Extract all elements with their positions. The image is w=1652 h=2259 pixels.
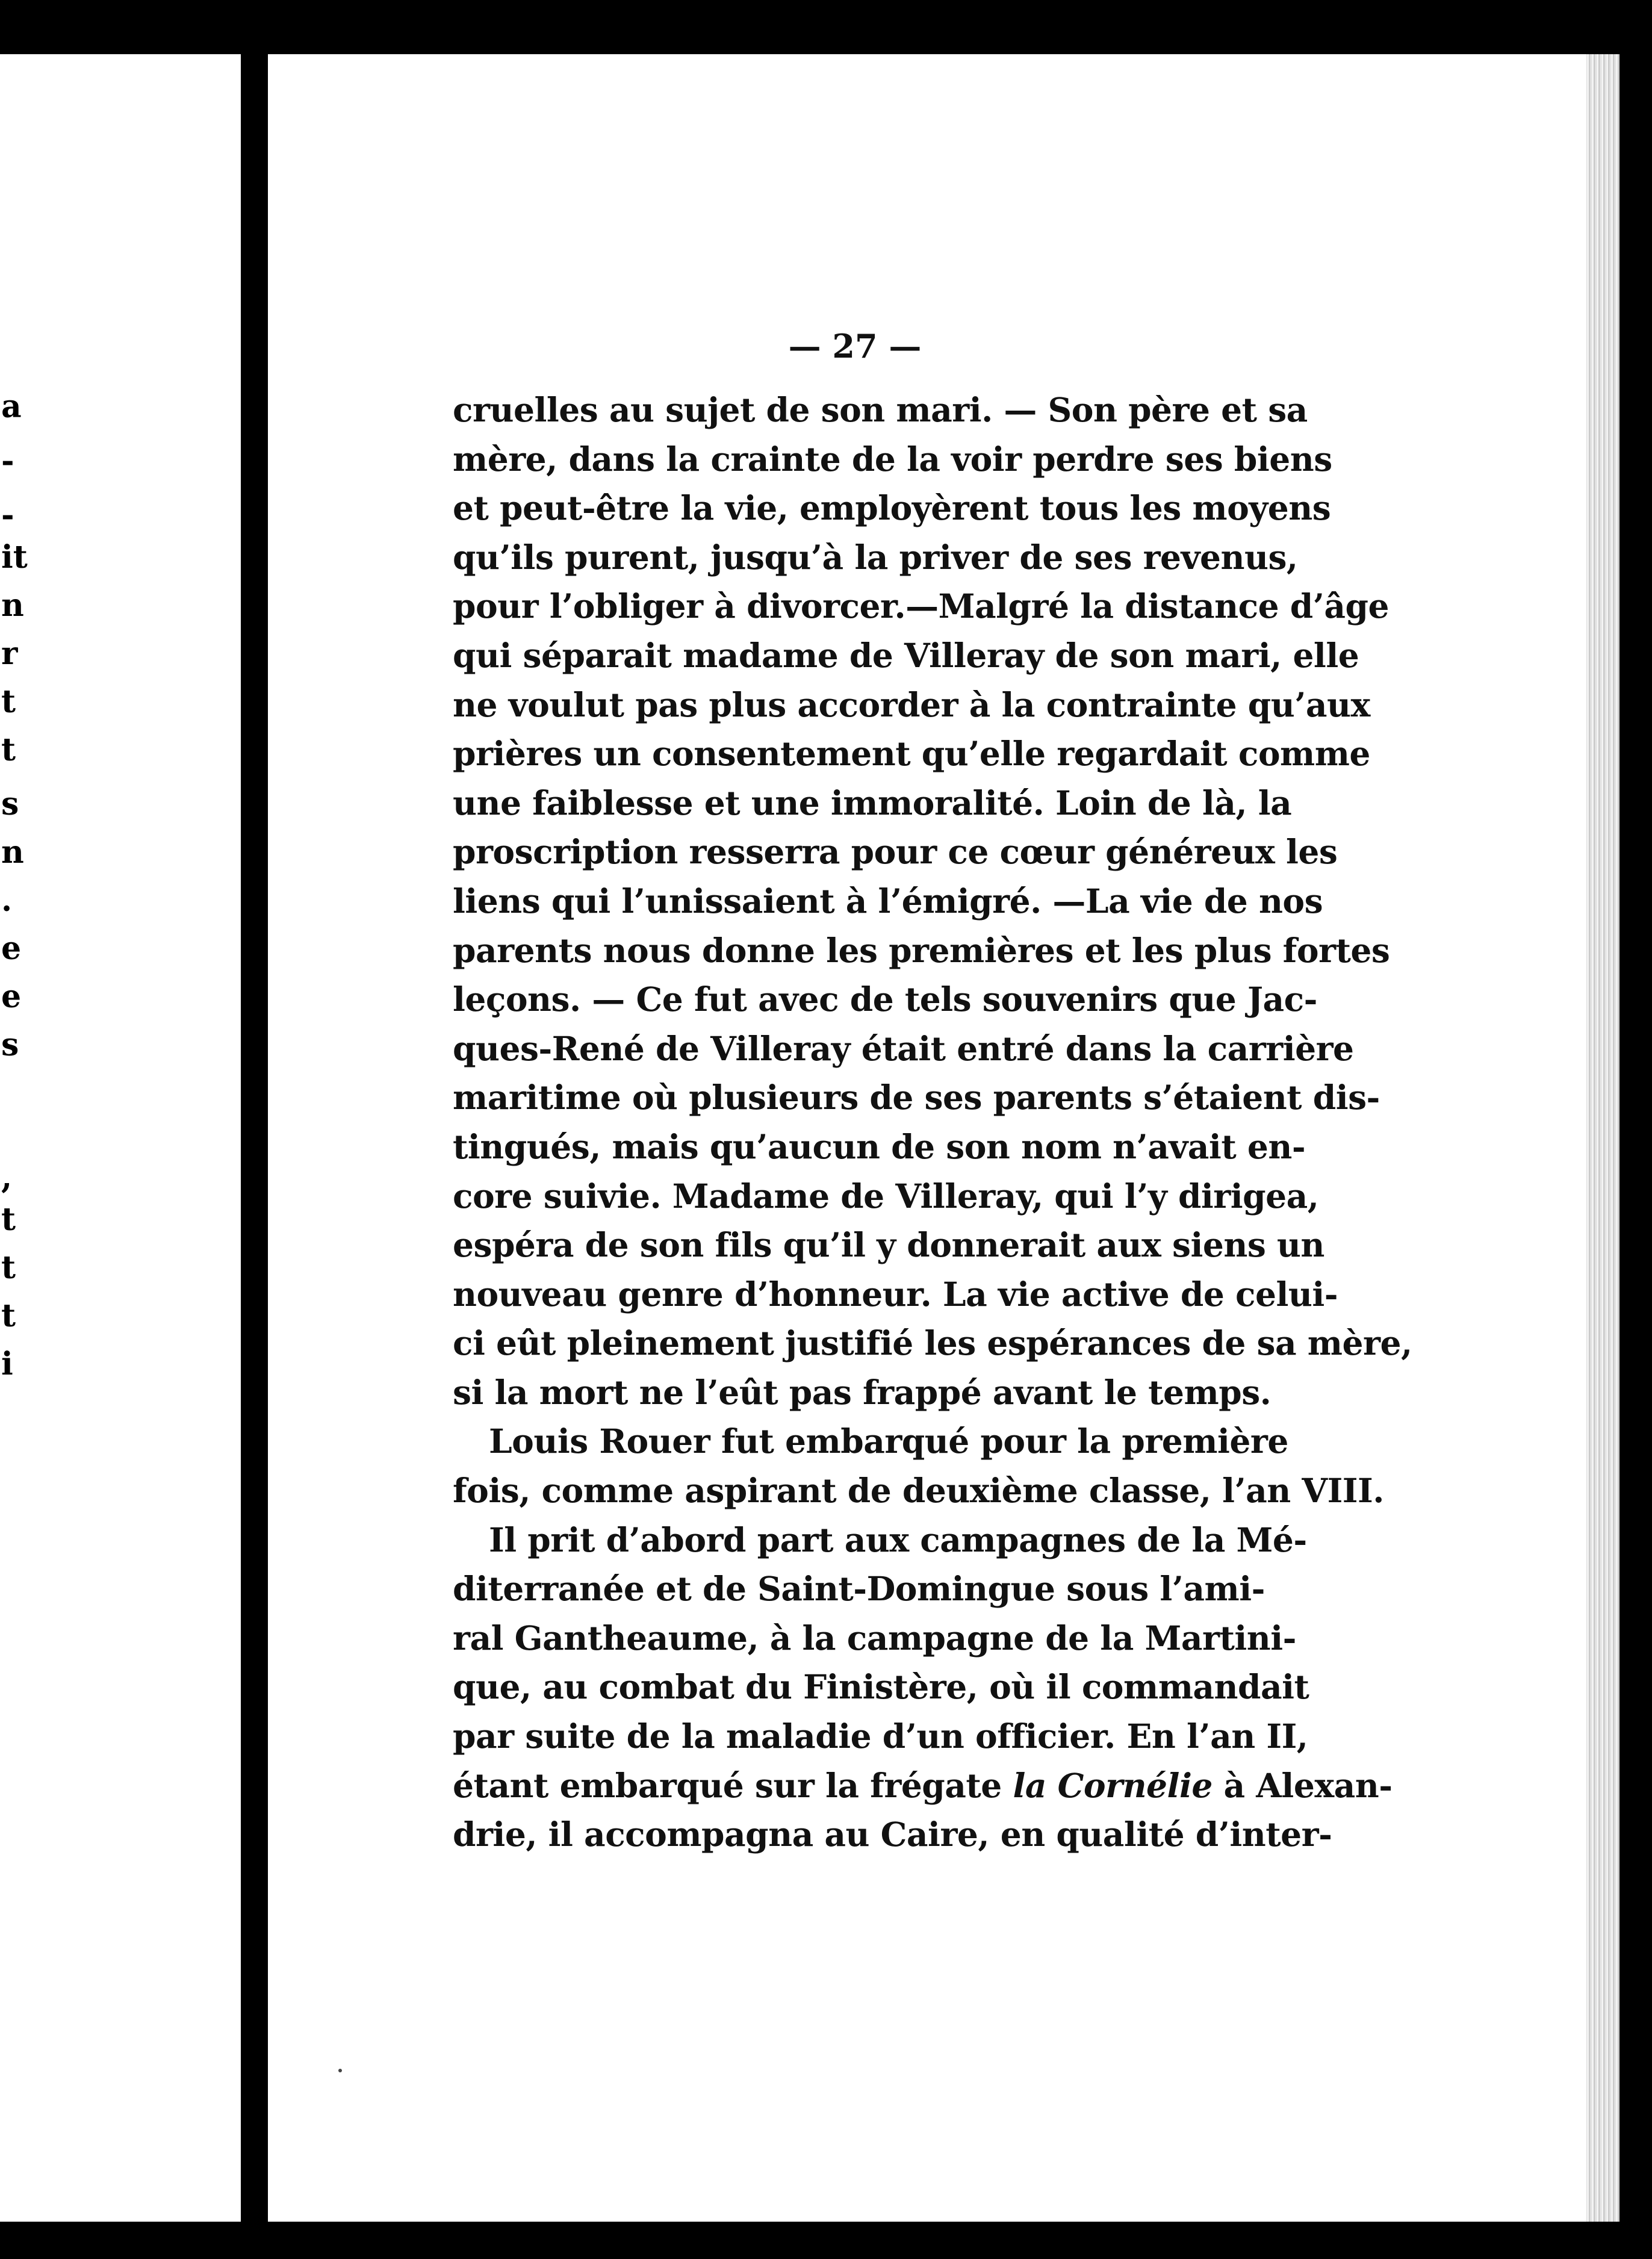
text-line: ne voulut pas plus accorder à la contrainte qu’aux (453, 685, 1370, 724)
text-line: Louis Rouer fut embarqué pour la première (489, 1422, 1288, 1461)
text-line: si la mort ne l’eût pas frappé avant le temps. (453, 1372, 1272, 1412)
text-line: prières un consentement qu’elle regardait comme (453, 734, 1370, 774)
paper-speck (338, 2069, 342, 2072)
margin-letter: r (1, 635, 18, 672)
text-line: une faiblesse et une immoralité. Loin de là, la (453, 783, 1292, 822)
text-segment: étant embarqué sur la frégate (453, 1765, 1013, 1805)
text-line: leçons. — Ce fut avec de tels souvenirs que Jac- (453, 980, 1317, 1019)
text-line: diterranée et de Saint-Domingue sous l’ami- (453, 1569, 1265, 1609)
page-number: — 27 — (788, 327, 922, 365)
margin-letter: e (1, 930, 22, 967)
text-line: cruelles au sujet de son mari. — Son père et sa (453, 390, 1308, 429)
text-line: ques-René de Villeray était entré dans la carrière (453, 1028, 1354, 1068)
margin-letter: t (1, 683, 16, 720)
text-line: mère, dans la crainte de la voir perdre ses biens (453, 439, 1332, 479)
margin-letter: a (1, 388, 22, 425)
text-line: qu’ils purent, jusqu’à la priver de ses revenus, (453, 537, 1298, 577)
text-line: qui séparait madame de Villeray de son mari, elle (453, 635, 1359, 675)
text-line: et peut-être la vie, employèrent tous les moyens (453, 488, 1331, 528)
text-line: liens qui l’unissaient à l’émigré. —La vie de nos (453, 881, 1323, 921)
text-line: Il prit d’abord part aux campagnes de la Mé- (489, 1520, 1307, 1559)
previous-page-margin-text (0, 54, 28, 2222)
text-line: core suivie. Madame de Villeray, qui l’y dirigea, (453, 1176, 1319, 1216)
margin-letter: t (1, 732, 16, 768)
margin-letter: s (1, 786, 19, 822)
margin-letter: - (1, 497, 14, 533)
margin-letter: t (1, 1249, 16, 1286)
text-line: nouveau genre d’honneur. La vie active de celui- (453, 1274, 1338, 1314)
text-line: par suite de la maladie d’un officier. En l’an II, (453, 1717, 1308, 1756)
text-line: parents nous donne les premières et les plus fortes (453, 930, 1390, 970)
margin-letter: s (1, 1027, 19, 1063)
margin-letter: - (1, 443, 14, 479)
text-line: proscription resserra pour ce cœur généreux les (453, 832, 1338, 872)
margin-letter: . (1, 882, 13, 919)
text-line: tingués, mais qu’aucun de son nom n’avait en- (453, 1126, 1306, 1166)
text-line: que, au combat du Finistère, où il commandait (453, 1667, 1309, 1707)
margin-letter: n (1, 834, 24, 871)
text-line: fois, comme aspirant de deuxième classe, l’an VIII. (453, 1471, 1384, 1511)
previous-page-edge (0, 54, 241, 2222)
text-line: espéra de son fils qu’il y donnerait aux siens un (453, 1225, 1324, 1265)
book-page-edge (1586, 54, 1619, 2222)
margin-letter: e (1, 978, 22, 1015)
ship-name: la Cornélie (1013, 1765, 1213, 1805)
margin-letter: t (1, 1297, 16, 1334)
margin-letter: i (1, 1346, 13, 1382)
text-line (453, 1761, 1393, 1810)
text-line: pour l’obliger à divorcer.—Malgré la distance d’âge (453, 586, 1389, 626)
text-line: maritime où plusieurs de ses parents s’étaient dis- (453, 1078, 1380, 1117)
text-segment: à Alexan- (1212, 1765, 1393, 1805)
text-line: ci eût pleinement justifié les espérances de sa mère, (453, 1323, 1412, 1363)
margin-letter: t (1, 1201, 16, 1238)
margin-letter: it (1, 539, 28, 576)
page-body-text (453, 385, 1412, 1859)
text-line: ral Gantheaume, à la campagne de la Martini- (453, 1618, 1296, 1658)
margin-letter: n (1, 587, 24, 624)
margin-letter: , (1, 1159, 13, 1196)
text-line: drie, il accompagna au Caire, en qualité d’inter- (453, 1815, 1332, 1854)
